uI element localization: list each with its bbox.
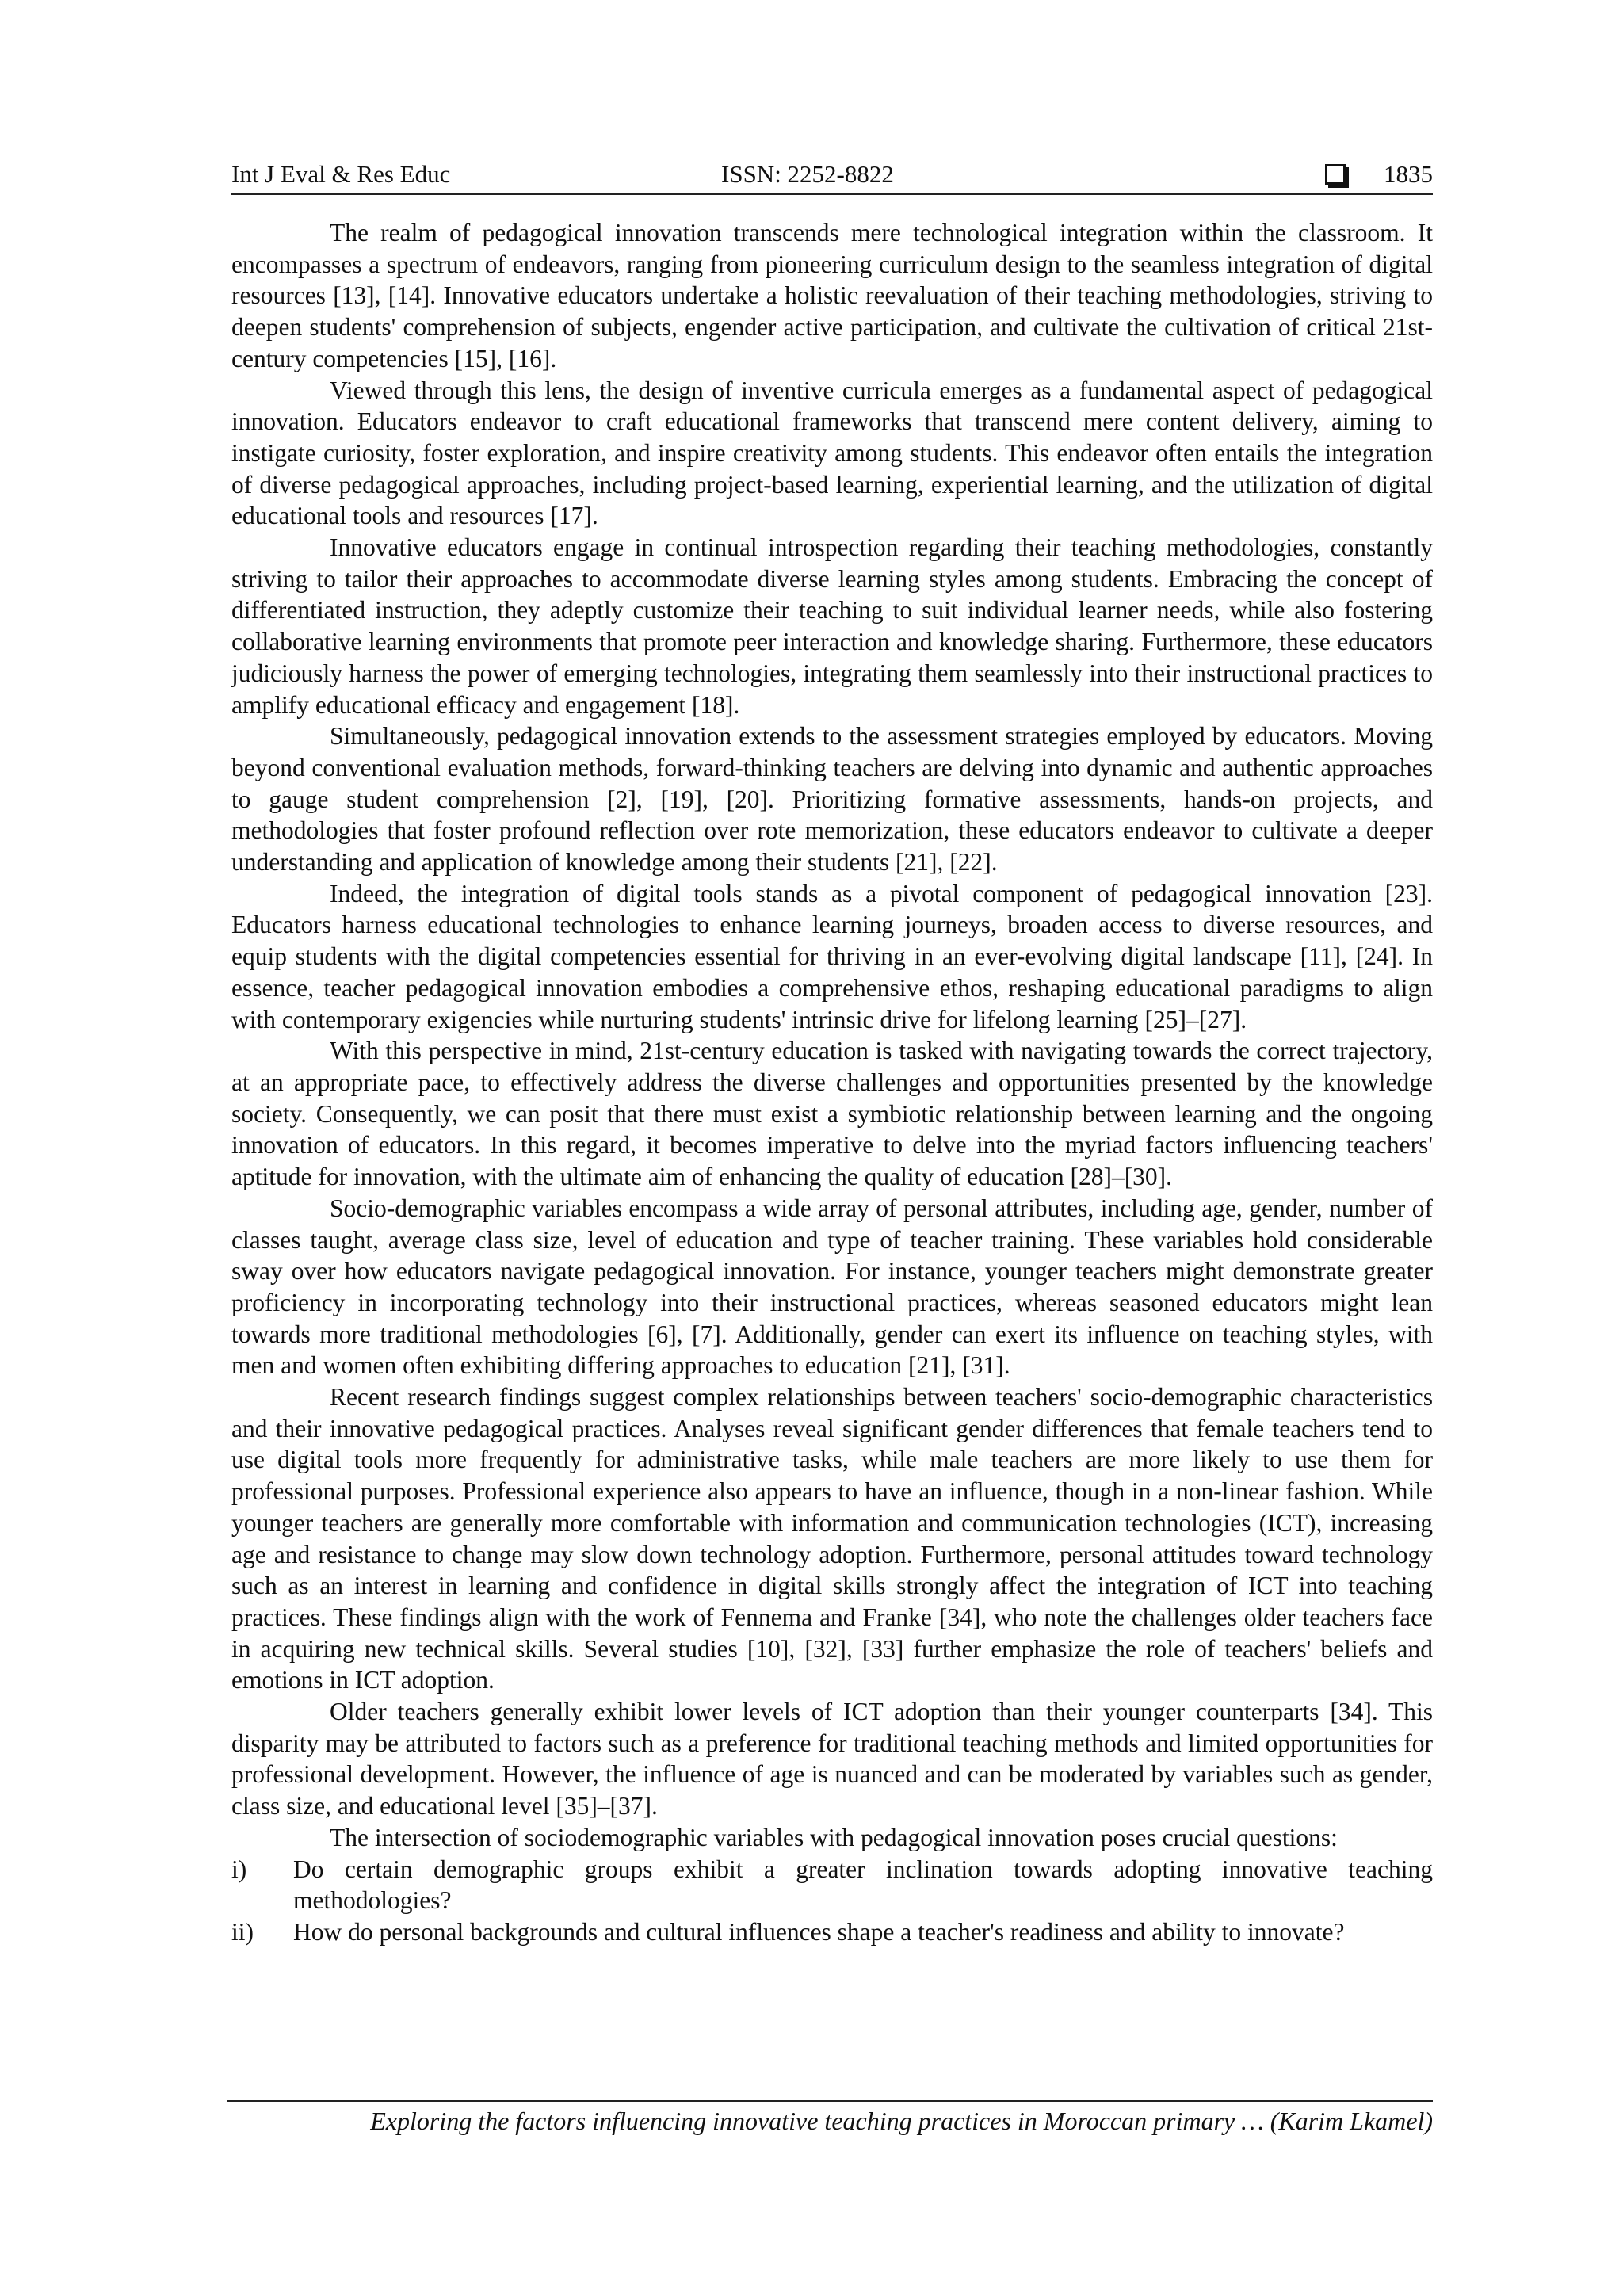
question-item [231,1854,1433,1916]
issn: ISSN: 2252-8822 [721,160,894,188]
question-item [231,1916,1433,1948]
paragraph: Recent research findings suggest complex relationships between teachers' socio-demographic characteristics and their innovative pedagogical practices. Analyses reveal significant gender differences that female teachers tend to use digital tools more frequently for administrative tasks, while male teachers are more likely to use them for professional purposes. Professional experience also appears to have an influence, though in a non-linear fashion. While younger teachers are generally more comfortable with information and communication technologies (ICT), increasing age and resistance to change may slow down technology adoption. Furthermore, personal attitudes toward technology such as an interest in learning and confidence in digital skills strongly affect the integration of ICT into teaching practices. These findings align with the work of Fennema and Franke [34], who note the challenges older teachers face in acquiring new technical skills. Several studies [10], [32], [33] further emphasize the role of teachers' beliefs and emotions in ICT adoption. [231,1383,1433,1694]
paragraph: With this perspective in mind, 21st-century education is tasked with navigating towards the correct trajectory, at an appropriate pace, to effectively address the diverse challenges and opportunities presented by the knowledge society. Consequently, we can posit that there must exist a symbiotic relationship between learning and the ongoing innovation of educators. In this regard, it becomes imperative to delve into the myriad factors influencing teachers' aptitude for innovation, with the ultimate aim of enhancing the quality of education [28]–[30]. [231,1037,1433,1191]
question-number: ii) [231,1917,254,1946]
paragraph: Innovative educators engage in continual introspection regarding their teaching methodologies, constantly striving to tailor their approaches to accommodate diverse learning styles among students. Embracing the concept of differentiated instruction, they adeptly customize their teaching to suit individual learner needs, while also fostering collaborative learning environments that promote peer interaction and knowledge sharing. Furthermore, these educators judiciously harness the power of emerging technologies, integrating them seamlessly into their instructional practices to amplify educational efficacy and engagement [18]. [231,533,1433,719]
paragraph: The realm of pedagogical innovation transcends mere technological integration within the classroom. It encompasses a spectrum of endeavors, ranging from pioneering curriculum design to the seamless integration of digital resources [13], [14]. Innovative educators undertake a holistic reevaluation of their teaching methodologies, striving to deepen students' comprehension of subjects, engender active participation, and cultivate the cultivation of critical 21st-century competencies [15], [16]. [231,219,1433,372]
checkbox-square-icon [1325,164,1346,185]
paragraph: The intersection of sociodemographic variables with pedagogical innovation poses crucial questions: [330,1823,1338,1851]
paragraph: Socio-demographic variables encompass a wide array of personal attributes, including age, gender, number of classes taught, average class size, level of education and type of teacher training. These variables hold considerable sway over how educators navigate pedagogical innovation. For instance, younger teachers might demonstrate greater proficiency in incorporating technology into their instructional practices, whereas seasoned educators might lean towards more traditional methodologies [6], [7]. Additionally, gender can exert its influence on teaching styles, with men and women often exhibiting differing approaches to education [21], [31]. [231,1194,1433,1380]
page-footer [227,2100,1433,2137]
page-number: 1835 [1384,160,1433,188]
journal-name: Int J Eval & Res Educ [231,160,451,188]
paragraph: Indeed, the integration of digital tools stands as a pivotal component of pedagogical innovation [23]. Educators harness educational technologies to enhance learning journeys, broaden access to diverse resources, and equip students with the digital competencies essential for thriving in an ever-evolving digital landscape [11], [24]. In essence, teacher pedagogical innovation embodies a comprehensive ethos, reshaping educational paradigms to align with contemporary exigencies while nurturing students' intrinsic drive for lifelong learning [25]–[27]. [231,879,1433,1033]
question-text: How do personal backgrounds and cultural influences shape a teacher's readiness and ability to innovate? [293,1917,1345,1946]
question-number: i) [231,1855,247,1883]
question-text: Do certain demographic groups exhibit a greater inclination towards adopting innovative teaching methodologies? [293,1855,1433,1915]
page-header [231,155,1433,195]
running-title: Exploring the factors influencing innovative teaching practices in Moroccan primary … (Karim Lkamel) [370,2107,1433,2135]
paragraph: Viewed through this lens, the design of inventive curricula emerges as a fundamental aspect of pedagogical innovation. Educators endeavor to craft educational frameworks that transcend mere content delivery, aiming to instigate curiosity, foster exploration, and inspire creativity among students. This endeavor often entails the integration of diverse pedagogical approaches, including project-based learning, experiential learning, and the utilization of digital educational tools and resources [17]. [231,376,1433,530]
paragraph: Simultaneously, pedagogical innovation extends to the assessment strategies employed by educators. Moving beyond conventional evaluation methods, forward-thinking teachers are delving into dynamic and authentic approaches to gauge student comprehension [2], [19], [20]. Prioritizing formative assessments, hands-on projects, and methodologies that foster profound reflection over rote memorization, these educators endeavor to cultivate a deeper understanding and application of knowledge among their students [21], [22]. [231,722,1433,877]
article-body [231,217,1433,1948]
paragraph: Older teachers generally exhibit lower levels of ICT adoption than their younger counterparts [34]. This disparity may be attributed to factors such as a preference for traditional teaching methods and limited opportunities for professional development. However, the influence of age is nuanced and can be moderated by variables such as gender, class size, and educational level [35]–[37]. [231,1698,1433,1820]
page-number-group [1325,159,1433,190]
question-list [231,1854,1433,1948]
